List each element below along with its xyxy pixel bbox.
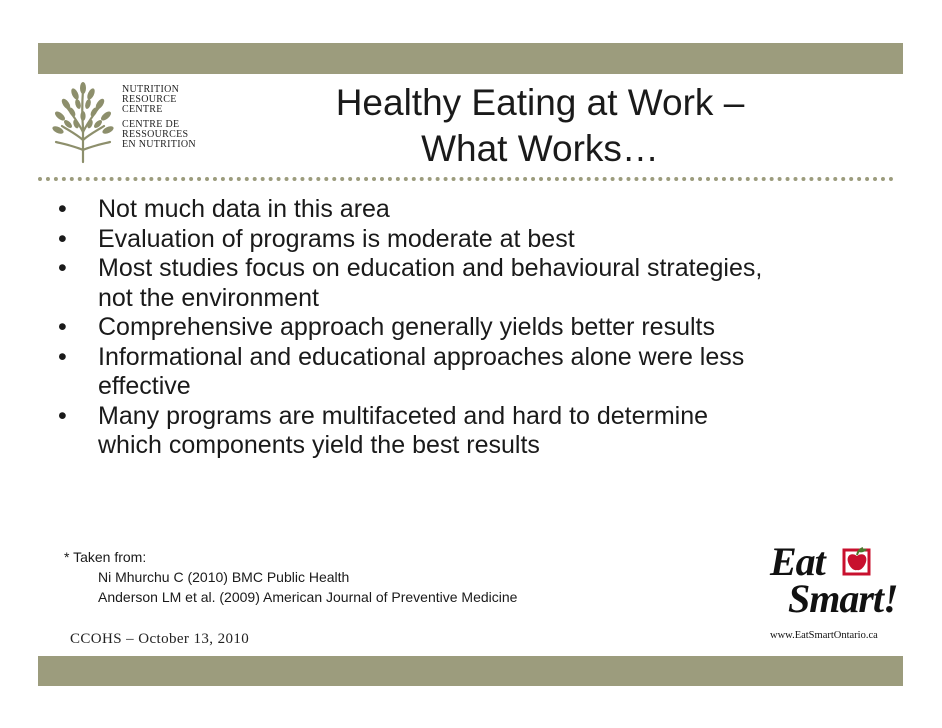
apple-icon [842, 544, 872, 576]
title-divider [38, 177, 894, 181]
nutrition-resource-centre-logo [52, 80, 222, 170]
eat-smart-logo [760, 538, 900, 648]
bullet-text: not the environment [98, 283, 319, 312]
slide-title-line: Healthy Eating at Work – [335, 82, 745, 123]
eat-smart-word-smart: Smart! [788, 576, 898, 621]
nrc-line: CENTRE DE [122, 119, 180, 130]
bullet-text: Comprehensive approach generally yields better results [98, 313, 715, 341]
bullet-glyph: • [58, 401, 67, 430]
nrc-logo-text [122, 85, 196, 150]
bullet-item [56, 313, 896, 343]
bullet-text: effective [98, 372, 191, 400]
bottom-decorative-band [38, 656, 903, 686]
references-heading: * Taken from: [64, 549, 147, 565]
eat-smart-url: www.EatSmartOntario.ca [770, 630, 878, 641]
bullet-text: Not much data in this area [98, 195, 390, 223]
bullet-text: Many programs are multifaceted and hard to determine [98, 401, 709, 430]
bullet-glyph: • [58, 254, 67, 282]
reference-item: Anderson LM et al. (2009) American Journal of Preventive Medicine [98, 589, 518, 605]
bullet-text: Informational and educational approaches alone were less [98, 342, 745, 371]
slide-title [260, 80, 820, 172]
tree-icon [52, 80, 114, 164]
bullet-text: which components yield the best results [98, 431, 540, 459]
nrc-line: RESOURCE [122, 94, 177, 105]
eat-smart-word-eat: Eat [770, 539, 825, 584]
bullet-text: Most studies focus on education and behavioural strategies, [98, 254, 763, 282]
nrc-line: NUTRITION [122, 84, 180, 95]
bullet-glyph: • [58, 313, 67, 341]
nrc-line: RESSOURCES [122, 129, 189, 140]
bullet-item [56, 225, 896, 255]
slide-title-line: What Works… [421, 128, 659, 169]
bullet-item [56, 343, 896, 402]
nrc-line: EN NUTRITION [122, 139, 196, 150]
bullet-item [56, 195, 896, 225]
top-decorative-band [38, 43, 903, 74]
bullet-glyph: • [58, 224, 67, 253]
bullet-glyph: • [58, 342, 67, 371]
footer-text: CCOHS – October 13, 2010 [70, 631, 250, 647]
bullet-item [56, 254, 896, 313]
bullet-glyph: • [58, 195, 67, 223]
bullet-list [56, 195, 896, 461]
bullet-text: Evaluation of programs is moderate at best [98, 224, 575, 253]
nrc-line: CENTRE [122, 104, 163, 115]
reference-item: Ni Mhurchu C (2010) BMC Public Health [98, 569, 350, 585]
references [64, 547, 517, 607]
bullet-item [56, 402, 896, 461]
